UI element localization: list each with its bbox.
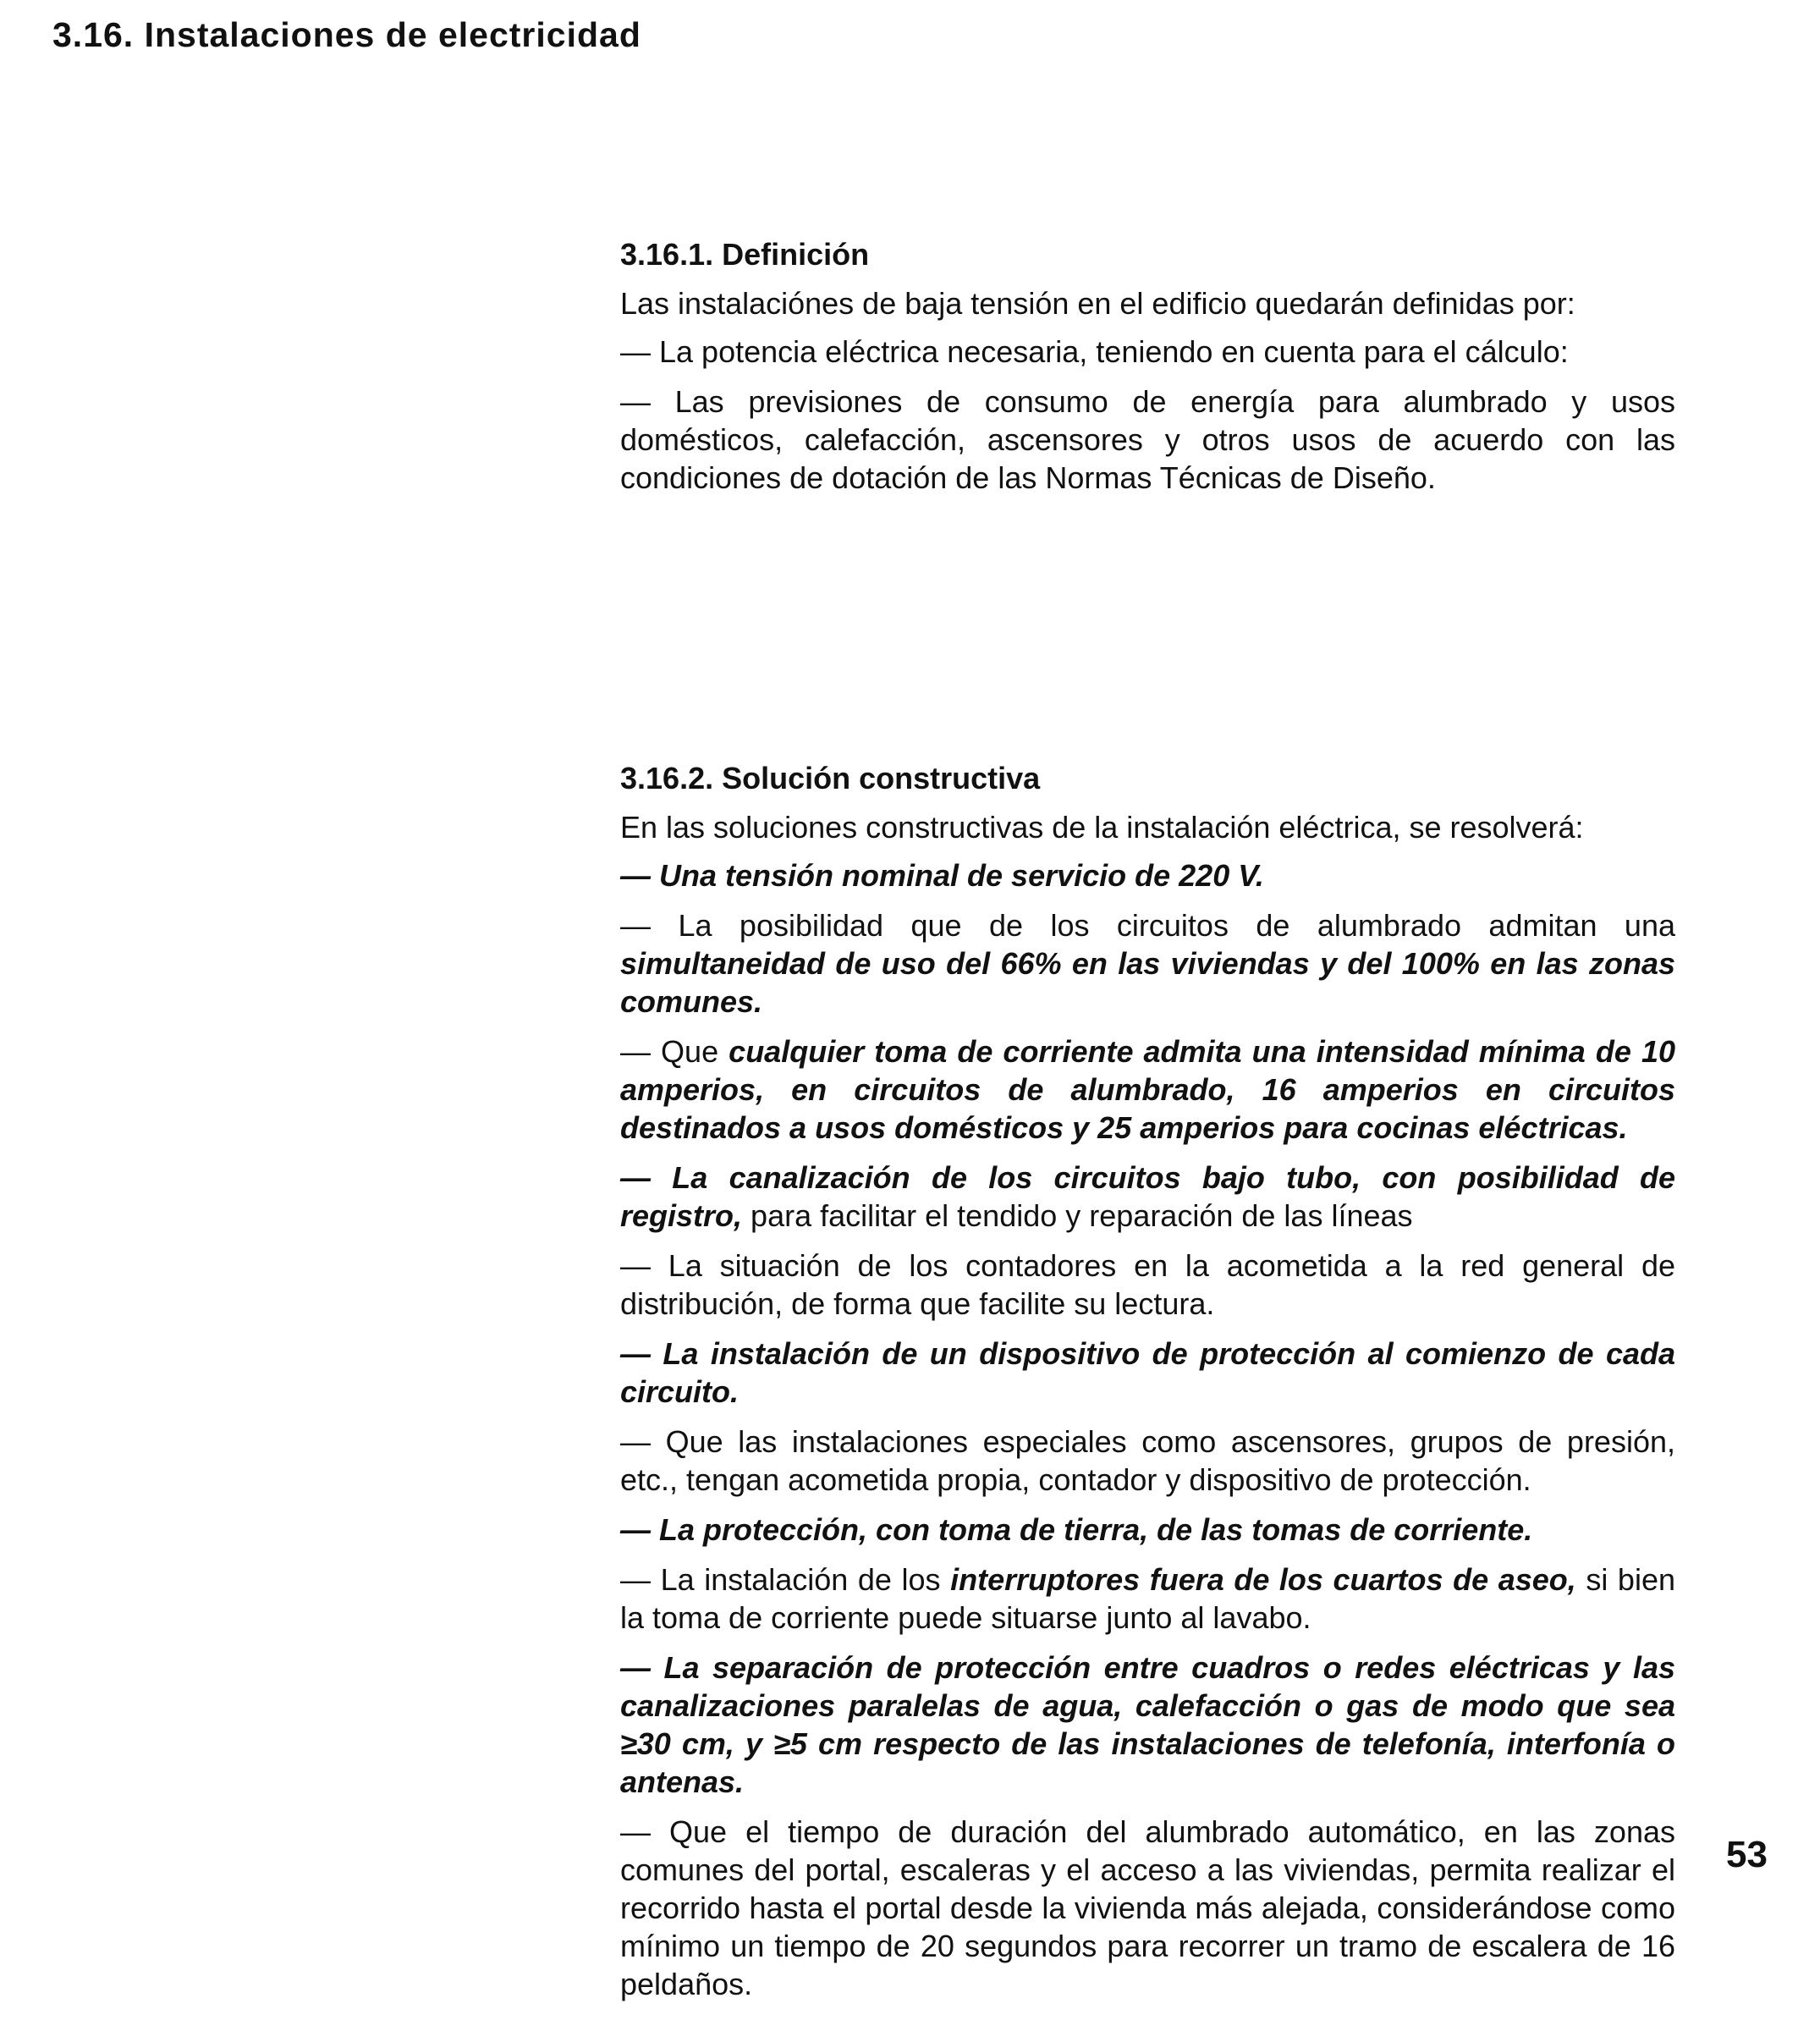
body-text: — La situación de los contadores en la acometida a la red general de distribución, de forma que facilite su lectura. — [620, 1248, 1675, 1321]
list-item — [620, 1648, 1675, 1801]
list-item — [620, 1423, 1675, 1499]
list-item — [620, 383, 1675, 497]
list-item — [620, 1813, 1675, 2003]
emphasis-text: — La separación de protección entre cuadros o redes eléctricas y las canalizaciones paralelas de agua, calefacción o gas de modo que sea ≥30 cm, y ≥5 cm respecto de las instalaciones de telefonía, interfonía o antenas. — [620, 1650, 1675, 1799]
page-number: 53 — [1726, 1834, 1768, 1875]
list-item — [620, 1560, 1675, 1637]
list-item — [620, 1032, 1675, 1147]
list-item — [620, 1511, 1675, 1549]
definition-list — [620, 333, 1675, 497]
body-text: — La potencia eléctrica necesaria, teniendo en cuenta para el cálculo: — [620, 334, 1569, 369]
emphasis-text: — La protección, con toma de tierra, de las tomas de corriente. — [620, 1512, 1533, 1547]
section-definicion — [620, 235, 1675, 509]
section-solucion-constructiva — [620, 759, 1675, 2015]
emphasis-text: — La instalación de un dispositivo de protección al comienzo de cada circuito. — [620, 1336, 1675, 1409]
requirements-list — [620, 856, 1675, 2003]
body-text: — Las previsiones de consumo de energía para alumbrado y usos domésticos, calefacción, ascensores y otros usos de acuerdo con las condiciones de dotación de las Normas Técnicas de Diseño. — [620, 384, 1675, 495]
section-intro: Las instalaciónes de baja tensión en el edificio quedarán definidas por: — [620, 286, 1575, 321]
chapter-title: 3.16. Instalaciones de electricidad — [52, 15, 641, 54]
body-text: — Que — [620, 1034, 729, 1069]
body-text: si bien la toma de corriente puede situarse junto al lavabo. — [620, 1562, 1675, 1635]
section-heading: 3.16.1. Definición — [620, 237, 870, 272]
list-item — [620, 1247, 1675, 1323]
section-intro: En las soluciones constructivas de la instalación eléctrica, se resolverá: — [620, 810, 1584, 845]
emphasis-text: — La canalización de los circuitos bajo tubo, con posibilidad de registro, — [620, 1160, 1675, 1233]
emphasis-text: interruptores fuera de los cuartos de aseo, — [950, 1562, 1576, 1597]
list-item — [620, 906, 1675, 1021]
emphasis-text: cualquier toma de corriente admita una intensidad mínima de 10 amperios, en circuitos de alumbrado, 16 amperios en circuitos destinados a usos domésticos y 25 amperios para cocinas eléctricas. — [620, 1034, 1675, 1145]
body-text: — Que el tiempo de duración del alumbrado automático, en las zonas comunes del portal, escaleras y el acceso a las viviendas, permita realizar el recorrido hasta el portal desde la vivienda más alejada, considerándose como mínimo un tiempo de 20 segundos para recorrer un tramo de escalera de 16 peldaños. — [620, 1814, 1675, 2001]
list-item — [620, 1159, 1675, 1235]
body-text: para facilitar el tendido y reparación de las líneas — [742, 1198, 1413, 1233]
emphasis-text: — Una tensión nominal de servicio de 220 V. — [620, 858, 1264, 893]
body-text: — La posibilidad que de los circuitos de alumbrado admitan una — [620, 908, 1675, 943]
section-heading: 3.16.2. Solución constructiva — [620, 761, 1041, 795]
list-item — [620, 333, 1675, 371]
list-item — [620, 1335, 1675, 1411]
body-text: — La instalación de los — [620, 1562, 951, 1597]
list-item — [620, 856, 1675, 894]
body-text: — Que las instalaciones especiales como ascensores, grupos de presión, etc., tengan acometida propia, contador y dispositivo de protección. — [620, 1424, 1675, 1497]
emphasis-text: simultaneidad de uso del 66% en las viviendas y del 100% en las zonas comunes. — [620, 946, 1675, 1019]
